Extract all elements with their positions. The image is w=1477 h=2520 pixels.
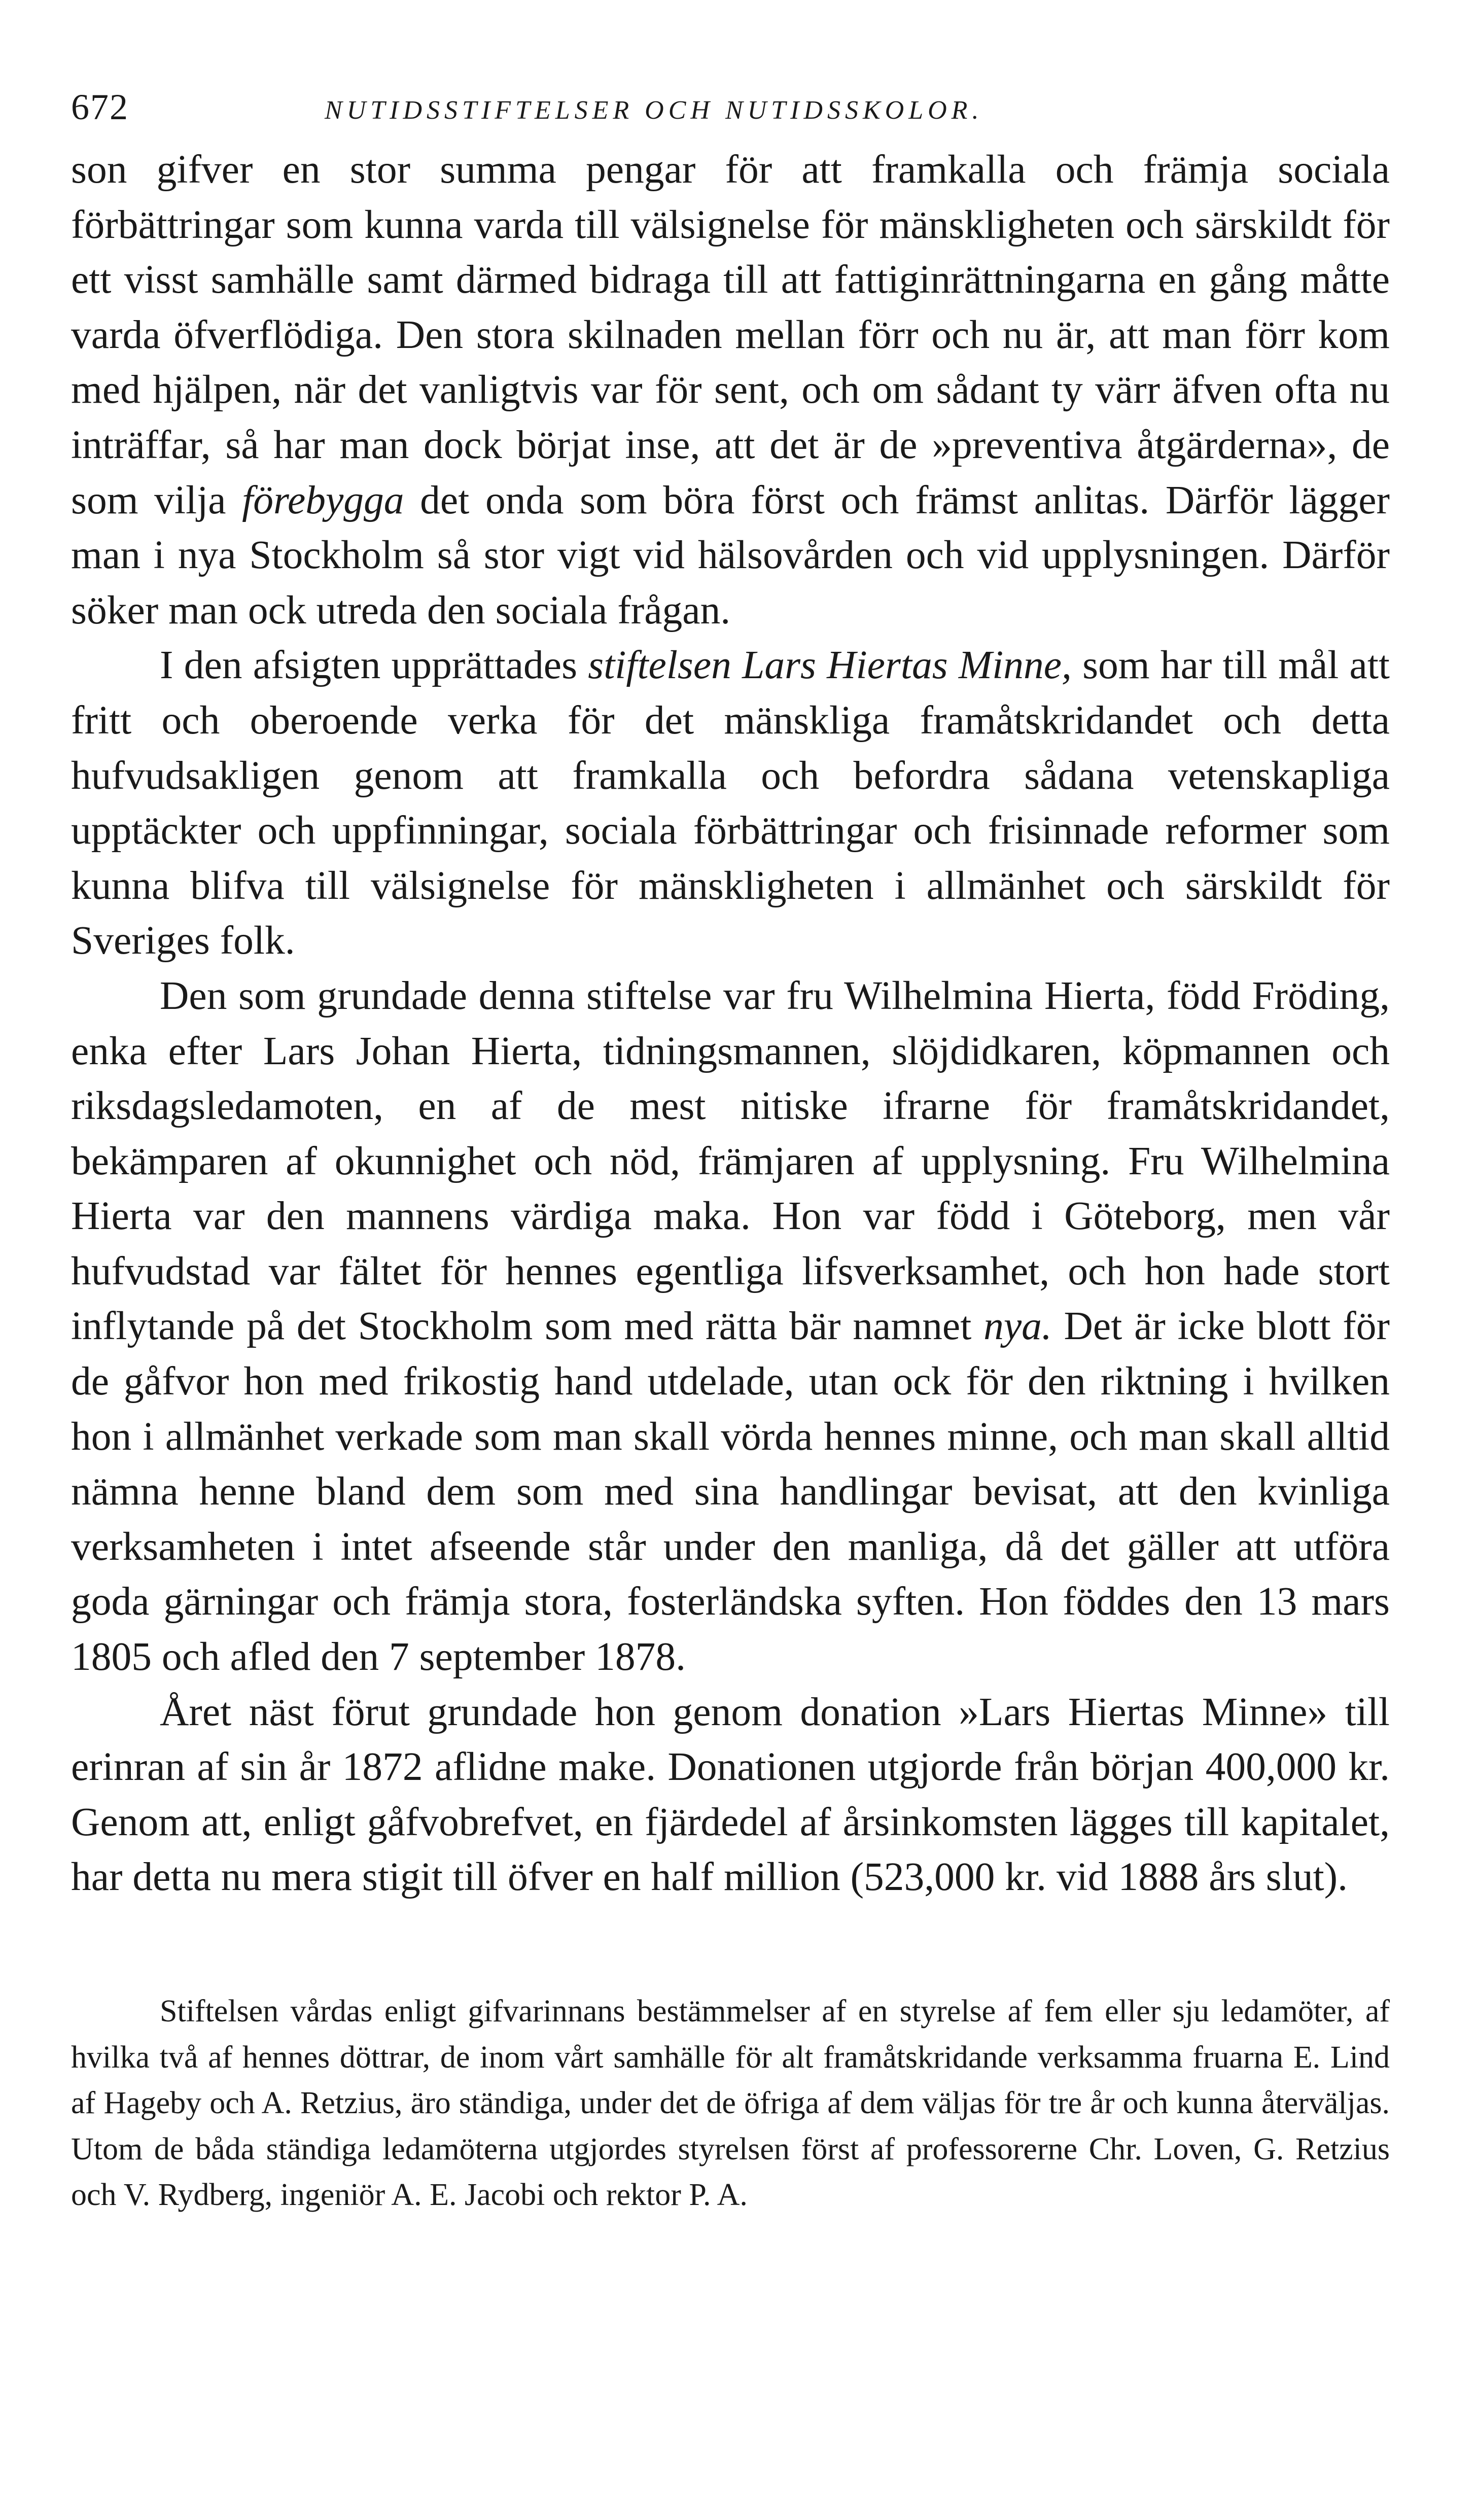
body-text <box>71 142 1390 1905</box>
page-header <box>71 86 1390 142</box>
paragraph-text: I den afsigten upprättades <box>160 643 588 688</box>
italic-term: förebygga <box>242 477 404 522</box>
footnote <box>71 1988 1390 2218</box>
paragraph-text: som har till mål att fritt och oberoende verka för det mänskliga framåtskridandet och detta hufvudsakligen genom att framkalla och befordra sådana vetenskapliga upptäckter och uppfinningar, sociala förbättringar och frisinnade reformer som kunna blifva till välsignelse för mänskligheten i allmänhet och särskildt för Sveriges folk. <box>71 643 1390 963</box>
running-head: NUTIDSSTIFTELSER OCH NUTIDSSKOLOR. <box>325 96 983 125</box>
italic-term: stiftelsen Lars Hiertas Minne, <box>588 643 1072 688</box>
book-page <box>71 86 1390 2218</box>
page-number: 672 <box>71 87 129 127</box>
paragraph-text: Det är icke blott för de gåfvor hon med frikostig hand utdelade, utan ock för den riktning i hvilken hon i allmänhet verkade som man skall vörda hennes minne, och man skall alltid nämna henne bland dem som med sina handlingar bevisat, att den kvinliga verksamheten i intet afseende står under den manliga, då det gäller att utföra goda gärningar och främja stora, fosterländska syften. Hon föddes den 13 mars 1805 och afled den 7 september 1878. <box>71 1304 1390 1679</box>
paragraph-text: Den som grundade denna stiftelse var fru Wilhelmina Hierta, född Fröding, enka efter Lars Johan Hierta, tidningsmannen, slöjdidkaren, köpmannen och riksdagsledamoten, en af de mest nitiske ifrarne för framåtskridandet, bekämparen af okunnighet och nöd, främjaren af upplysning. Fru Wilhelmina Hierta var den mannens värdiga maka. Hon var född i Göteborg, men vår hufvudstad var fältet för hennes egentliga lifsverksamhet, och hon hade stort inflytande på det Stockholm som med rätta bär namnet <box>71 973 1390 1349</box>
italic-term: nya. <box>983 1304 1052 1349</box>
paragraph <box>71 968 1390 1685</box>
paragraph <box>71 638 1390 968</box>
paragraph <box>71 1685 1390 1905</box>
paragraph <box>71 142 1390 638</box>
paragraph-text: son gifver en stor summa pengar för att framkalla och främja sociala förbättringar som kunna varda till välsignelse för mänskligheten och särskildt för ett visst samhälle samt därmed bidraga till att fattiginrättningarna en gång måtte varda öfverflödiga. Den stora skilnaden mellan förr och nu är, att man förr kom med hjälpen, när det vanligtvis var för sent, och om sådant ty värr äfven ofta nu inträffar, så har man dock börjat inse, att det är de »preventiva åtgärderna», de som vilja <box>71 147 1390 522</box>
paragraph-text: Året näst förut grundade hon genom donation »Lars Hiertas Minne» till erinran af sin år 1872 aflidne make. Donationen utgjorde från början 400,000 kr. Genom att, enligt gåfvobrefvet, en fjärdedel af årsinkomsten lägges till kapitalet, har detta nu mera stigit till öfver en half million (523,000 kr. vid 1888 års slut). <box>71 1689 1390 1900</box>
footnote-text: Stiftelsen vårdas enligt gifvarinnans bestämmelser af en styrelse af fem eller sju ledamöter, af hvilka två af hennes döttrar, de inom vårt samhälle för alt framåtskridande verksamma fruarna E. Lind af Hageby och A. Retzius, äro ständiga, under det de öfriga af dem väljas för tre år och kunna återväljas. Utom de båda ständiga ledamöterna utgjordes styrelsen först af professorerne Chr. Loven, G. Retzius och V. Rydberg, ingeniör A. E. Jacobi och rektor P. A. <box>71 1994 1390 2212</box>
paragraph-text: det onda som böra först och främst anlitas. Därför lägger man i nya Stockholm så stor vigt vid hälsovården och vid upplysningen. Därför söker man ock utreda den sociala frågan. <box>71 477 1390 633</box>
